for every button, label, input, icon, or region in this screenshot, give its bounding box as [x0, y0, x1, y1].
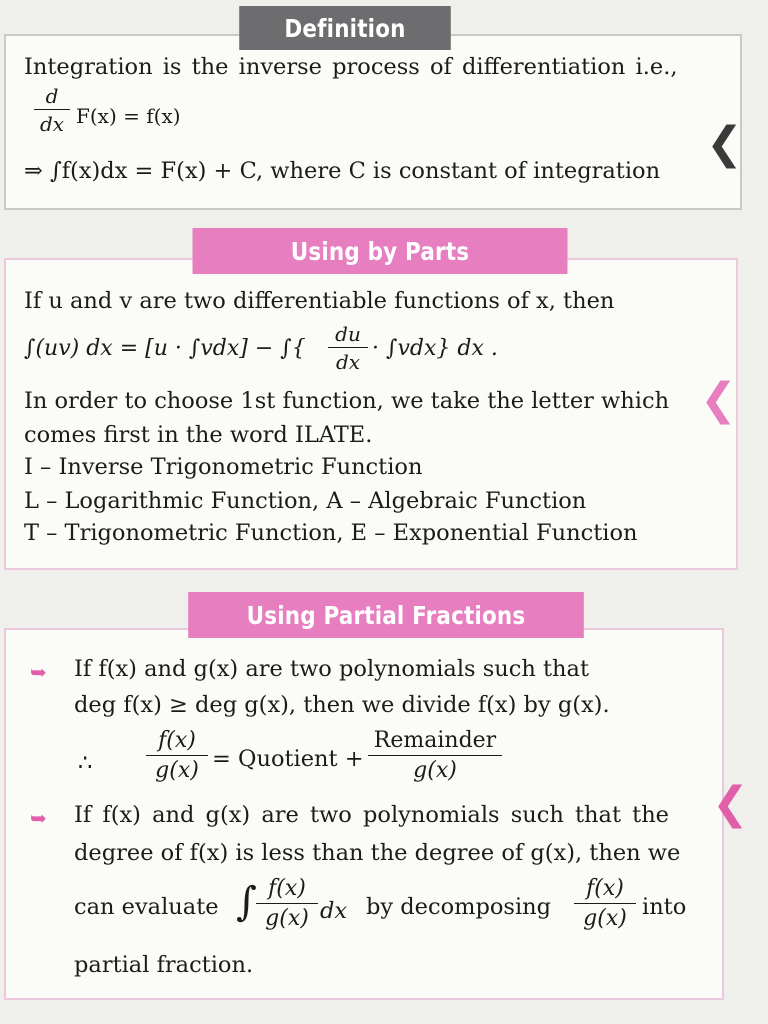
ilate-te-line: T – Trigonometric Function, E – Exponential Function	[24, 520, 638, 546]
by-parts-formula-left: ∫(uv) dx = [u · ∫vdx] − ∫{	[24, 336, 306, 361]
remainder-over-gx-fraction	[368, 730, 502, 782]
decompose-numerator: f(x)	[586, 876, 624, 901]
remainder-denominator: g(x)	[413, 758, 457, 783]
fx-numerator: f(x)	[158, 728, 196, 753]
d-denominator: dx	[39, 112, 65, 136]
pf-point1-line1: If f(x) and g(x) are two polynomials such that	[74, 656, 589, 682]
integrand-fraction	[256, 878, 318, 930]
choose-first-function-line: In order to choose 1st function, we take the letter which	[24, 388, 670, 414]
ilate-word-line: comes first in the word ILATE.	[24, 422, 373, 448]
partial-fractions-arrow-icon: ❮	[712, 778, 749, 829]
integral-dx: dx	[320, 898, 348, 924]
remainder-numerator: Remainder	[373, 728, 497, 753]
definition-line3: ⇒ ∫f(x)dx = F(x) + C, where C is constant of integration	[24, 158, 661, 184]
by-parts-tab: Using by Parts	[193, 228, 568, 274]
du-denominator: dx	[335, 350, 361, 374]
partial-fractions-tab: Using Partial Fractions	[188, 592, 584, 638]
fx-over-gx-fraction	[146, 730, 208, 782]
partial-fraction-text: partial fraction.	[74, 952, 254, 978]
integral-symbol: ∫	[236, 879, 257, 925]
by-parts-formula-right: · ∫vdx} dx .	[372, 336, 498, 361]
pf-point1-line2: deg f(x) ≥ deg g(x), then we divide f(x) by g(x).	[74, 692, 610, 718]
therefore-symbol: ∴	[78, 750, 93, 776]
bullet-arrow-icon: ➥	[30, 806, 47, 830]
ilate-la-line: L – Logarithmic Function, A – Algebraic Function	[24, 488, 587, 514]
gx-denominator: g(x)	[155, 758, 199, 783]
decompose-denominator: g(x)	[583, 906, 627, 931]
by-parts-intro: If u and v are two differentiable functions of x, then	[24, 288, 615, 314]
decompose-fraction	[574, 878, 636, 930]
equals-quotient-plus: = Quotient +	[212, 746, 364, 772]
definition-tab: Definition	[239, 6, 451, 50]
by-decomposing-text: by decomposing	[366, 894, 552, 920]
pf-point2-line1: If f(x) and g(x) are two polynomials such that the	[74, 802, 669, 828]
integrand-numerator: f(x)	[268, 876, 306, 901]
d-numerator: d	[45, 84, 59, 108]
integrand-denominator: g(x)	[265, 906, 309, 931]
definition-line1: Integration is the inverse process of differentiation i.e.,	[24, 54, 678, 80]
pf-point2-line2: degree of f(x) is less than the degree of g(x), then we	[74, 840, 681, 866]
can-evaluate-text: can evaluate	[74, 894, 219, 920]
definition-arrow-icon: ❮	[706, 118, 743, 169]
ilate-i-line: I – Inverse Trigonometric Function	[24, 454, 423, 480]
by-parts-arrow-icon: ❮	[700, 374, 737, 425]
definition-derivative-rhs: F(x) = f(x)	[76, 104, 181, 128]
into-text: into	[642, 894, 687, 920]
du-numerator: du	[335, 322, 361, 346]
bullet-arrow-icon: ➥	[30, 660, 47, 684]
